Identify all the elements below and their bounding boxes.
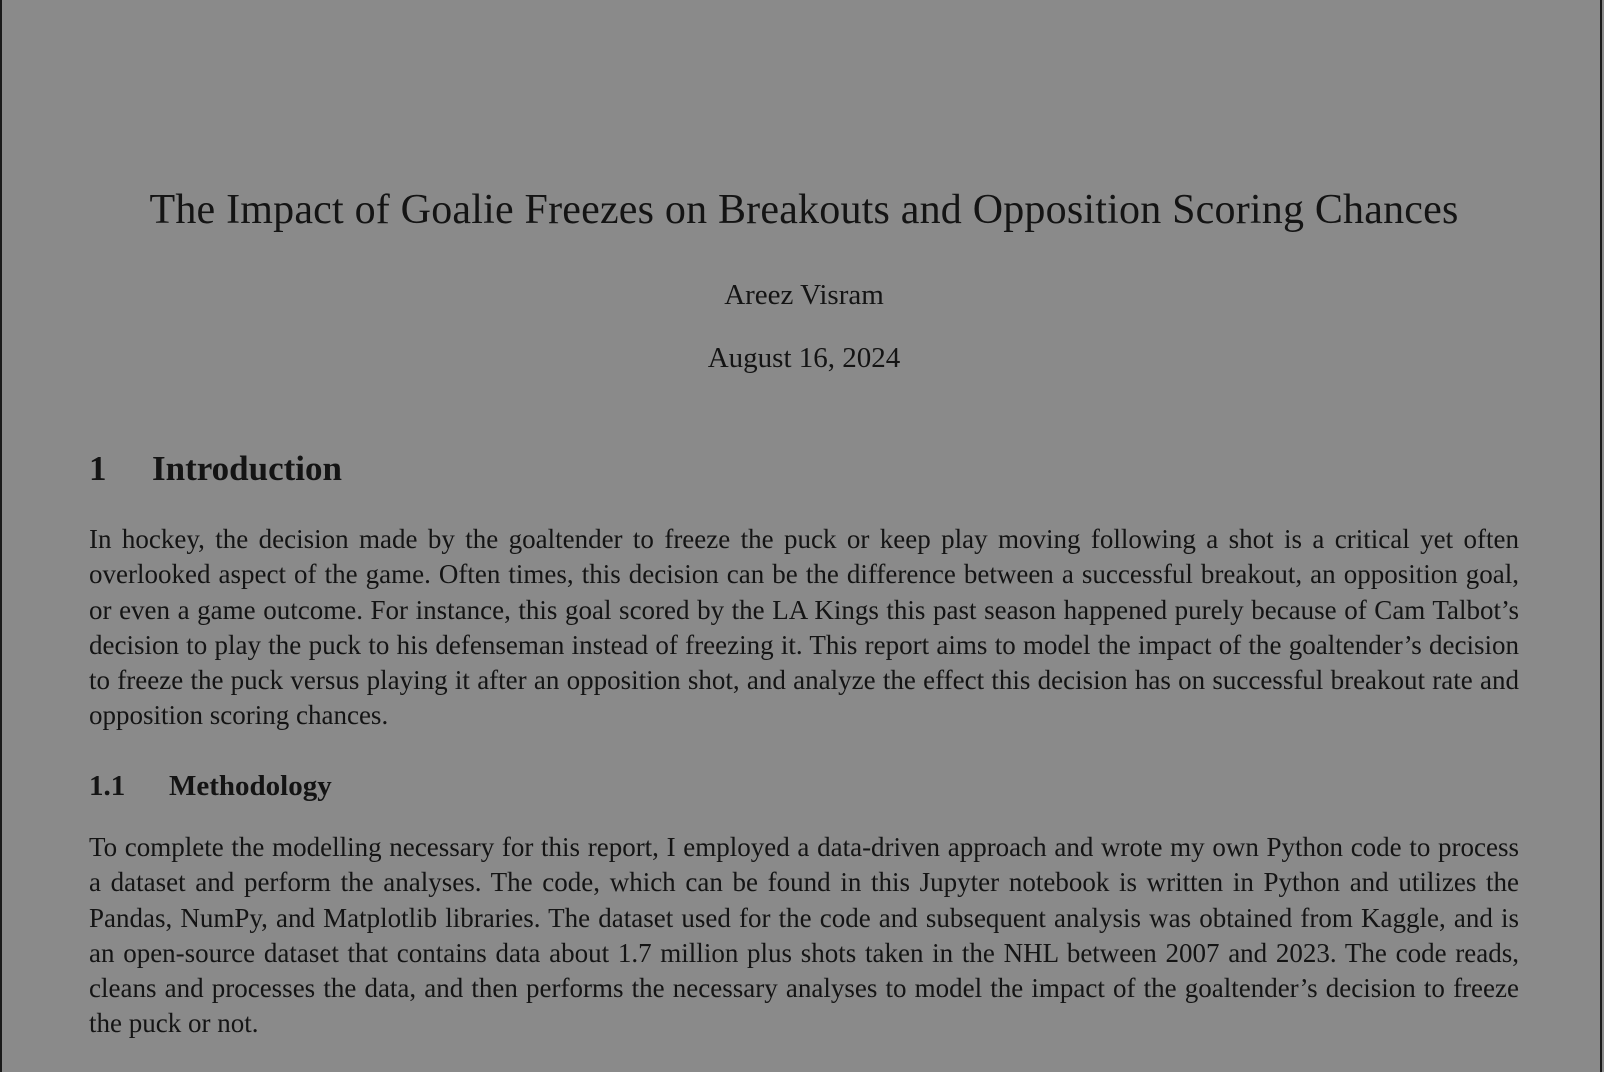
section-heading-introduction <box>89 449 342 489</box>
introduction-paragraph: In hockey, the decision made by the goaltender to freeze the puck or keep play moving following a shot is a critical yet often overlooked aspect of the game. Often times, this decision can be the difference between a successful breakout, an opposition goal, or even a game outcome. For instance, this goal scored by the LA Kings this past season happened purely because of Cam Talbot’s decision to play the puck to his defenseman instead of freezing it. This report aims to model the impact of the goaltender’s decision to freeze the puck versus playing it after an opposition shot, and analyze the effect this decision has on successful breakout rate and opposition scoring chances. <box>89 524 1519 731</box>
subsection-title: Methodology <box>169 770 332 802</box>
section-title: Introduction <box>152 449 342 488</box>
paper-title: The Impact of Goalie Freezes on Breakouts and Opposition Scoring Chances <box>149 187 1459 233</box>
section-number: 1 <box>89 449 107 488</box>
subsection-heading-methodology <box>89 770 332 803</box>
methodology-paragraph: To complete the modelling necessary for this report, I employed a data-driven approach and wrote my own Python code to process a dataset and perform the analyses. The code, which can be found in this Jupyter notebook is written in Python and utilizes the Pandas, NumPy, and Matplotlib libraries. The dataset used for the code and subsequent analysis was obtained from Kaggle, and is an open-source dataset that contains data about 1.7 million plus shots taken in the NHL between 2007 and 2023. The code reads, cleans and processes the data, and then performs the necessary analyses to model the impact of the goaltender’s decision to freeze the puck or not. <box>89 832 1519 1039</box>
author-name: Areez Visram <box>724 279 884 311</box>
subsection-number: 1.1 <box>89 770 126 802</box>
publication-date: August 16, 2024 <box>707 342 901 374</box>
